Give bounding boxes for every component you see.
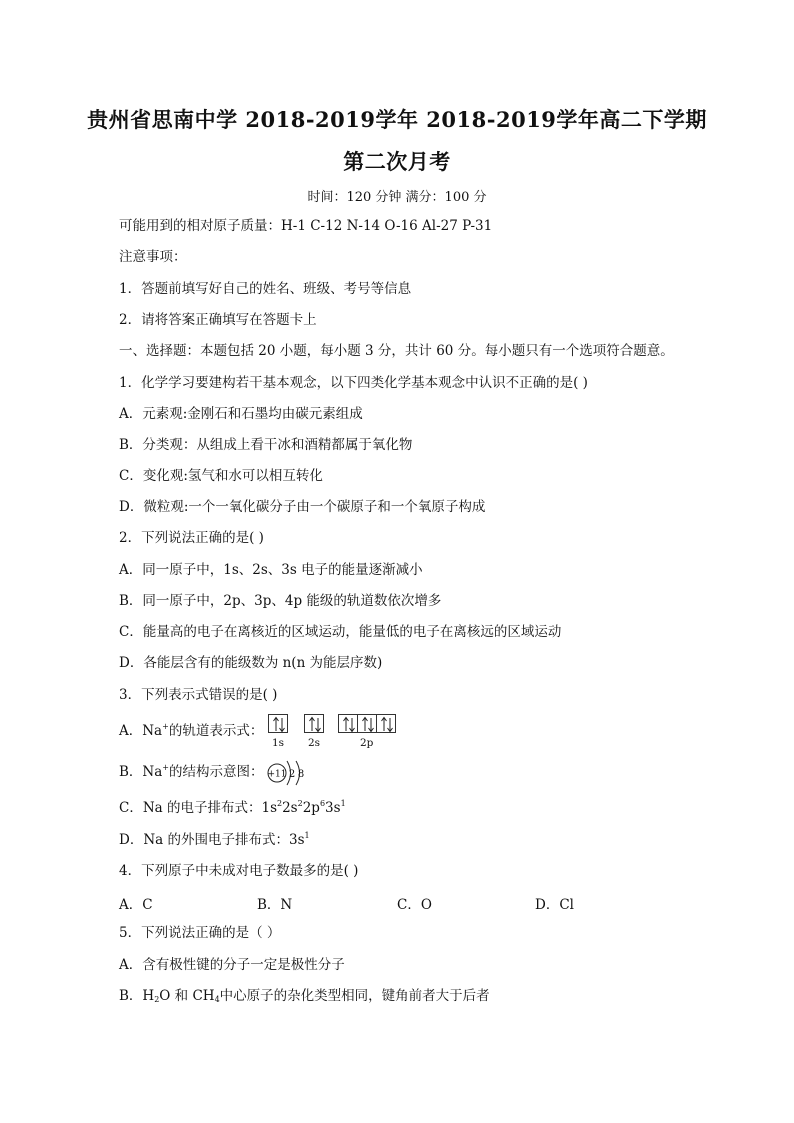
q3-a-charge: + xyxy=(162,722,169,731)
q3-b-tail: 的结构示意图： xyxy=(169,764,264,780)
q3-option-b xyxy=(119,763,264,781)
q3-a-tail: 的轨道表示式： xyxy=(168,723,264,739)
atom-structure-diagram xyxy=(266,758,312,788)
orbital-2p-box-1 xyxy=(338,714,358,733)
q1-option-c: C．变化观:氢气和水可以相互转化 xyxy=(119,468,323,484)
q5-b-text: O 和 CH xyxy=(159,988,215,1004)
orbital-label-2p: 2p xyxy=(360,737,374,749)
q5-b-text: B．H xyxy=(119,988,155,1004)
note-1: 1．答题前填写好自己的姓名、班级、考号等信息 xyxy=(119,281,412,297)
orbital-2s-box xyxy=(304,714,324,733)
q3-d-sup: 1 xyxy=(304,831,310,840)
q4-stem: 4．下列原子中未成对电子数最多的是( ) xyxy=(119,863,359,879)
q1-option-a: A．元素观:金刚石和石墨均由碳元素组成 xyxy=(119,406,363,422)
paired-electron-arrows-icon xyxy=(269,715,289,734)
paired-electron-arrows-icon xyxy=(339,715,359,734)
q1-option-b: B．分类观：从组成上看干冰和酒精都属于氧化物 xyxy=(119,437,413,453)
shell-2-count: 8 xyxy=(297,769,305,780)
q3-option-d xyxy=(119,831,310,849)
q3-d-text: D．Na 的外围电子排布式：3s xyxy=(119,832,305,848)
q5-b-sub: 4 xyxy=(214,995,220,1004)
q5-option-b xyxy=(119,987,490,1005)
orbital-label-2s: 2s xyxy=(308,737,321,749)
orbital-label-1s: 1s xyxy=(272,737,285,749)
q3-c-sup: 6 xyxy=(319,799,326,808)
orbital-diagram xyxy=(268,714,408,754)
paired-electron-arrows-icon xyxy=(377,715,397,734)
q4-option-a: A．C xyxy=(119,897,153,913)
q3-c-sup: 2 xyxy=(277,799,283,808)
section-heading: 一、选择题：本题包括 20 小题，每小题 3 分，共计 60 分。每小题只有一个选项符合题意。 xyxy=(119,343,674,359)
q1-stem: 1．化学学习要建构若干基本观念，以下四类化学基本观念中认识不正确的是( ) xyxy=(119,375,588,391)
q3-c-text: 2s xyxy=(282,800,298,816)
q3-c-sup: 2 xyxy=(297,799,303,808)
q5-option-a: A．含有极性键的分子一定是极性分子 xyxy=(119,957,345,973)
q5-b-sub: 2 xyxy=(154,995,160,1004)
q2-option-d: D．各能层含有的能级数为 n(n 为能层序数) xyxy=(119,655,383,671)
orbital-2p-box-3 xyxy=(376,714,396,733)
note-2: 2．请将答案正确填写在答题卡上 xyxy=(119,312,317,328)
atomic-mass-line: 可能用到的相对原子质量：H-1 C-12 N-14 O-16 Al-27 P-31 xyxy=(119,218,493,234)
q3-c-sup: 1 xyxy=(340,799,346,808)
paired-electron-arrows-icon xyxy=(358,715,378,734)
q4-options xyxy=(119,893,679,911)
q5-b-text: 中心原子的杂化类型相同，键角前者大于后者 xyxy=(219,988,490,1004)
q4-option-d: D．Cl xyxy=(535,897,574,913)
q2-option-a: A．同一原子中，1s、2s、3s 电子的能量逐渐减小 xyxy=(119,562,423,578)
q2-option-c: C．能量高的电子在离核近的区域运动，能量低的电子在离核远的区域运动 xyxy=(119,624,562,640)
q3-option-c xyxy=(119,799,346,817)
q3-b-charge: + xyxy=(162,763,169,772)
q3-c-text: 3s xyxy=(325,800,341,816)
q4-option-c: C．O xyxy=(397,897,432,913)
time-info: 时间：120 分钟 满分：100 分 xyxy=(307,190,487,205)
q2-stem: 2．下列说法正确的是( ) xyxy=(119,530,264,546)
orbital-2p-box-2 xyxy=(357,714,377,733)
q3-a-label: A．Na xyxy=(119,723,163,739)
paired-electron-arrows-icon xyxy=(305,715,325,734)
q1-option-d: D．微粒观:一个一氧化碳分子由一个碳原子和一个氧原子构成 xyxy=(119,499,486,515)
q3-c-text: C．Na 的电子排布式：1s xyxy=(119,800,277,816)
q3-b-label: B．Na xyxy=(119,764,163,780)
exam-title: 贵州省思南中学 2018-2019学年 2018-2019学年高二下学期 xyxy=(87,107,707,132)
shell-1-count: 2 xyxy=(288,769,296,780)
q2-option-b: B．同一原子中，2p、3p、4p 能级的轨道数依次增多 xyxy=(119,593,442,609)
exam-subtitle: 第二次月考 xyxy=(343,149,451,174)
q3-c-text: 2p xyxy=(302,800,320,816)
notes-heading: 注意事项： xyxy=(119,249,187,265)
q3-stem: 3．下列表示式错误的是( ) xyxy=(119,687,278,703)
orbital-1s-box xyxy=(268,714,288,733)
q3-option-a xyxy=(119,722,263,740)
q5-stem: 5．下列说法正确的是（ ） xyxy=(119,925,281,941)
nucleus-charge: +11 xyxy=(267,769,287,780)
q4-option-b: B．N xyxy=(257,897,293,913)
